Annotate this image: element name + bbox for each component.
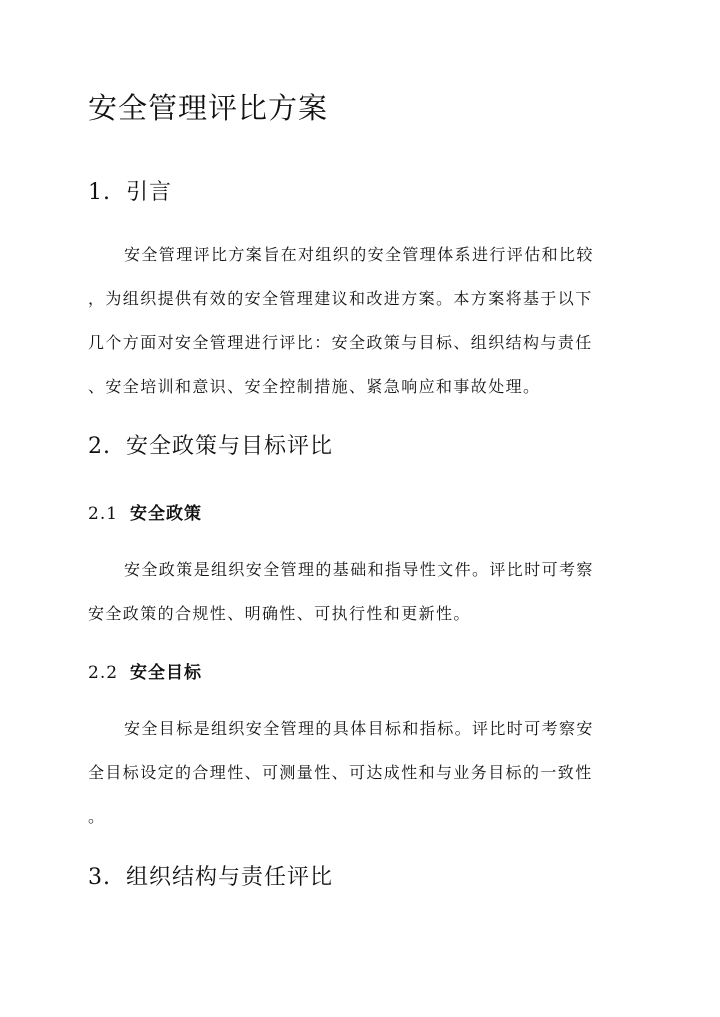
paragraph-line: 全目标设定的合理性、可测量性、可达成性和与业务目标的一致性: [88, 763, 593, 782]
paragraph-line: 。: [88, 807, 106, 826]
section-1-title: 引言: [126, 180, 173, 205]
document-title: 安全管理评比方案: [88, 91, 329, 125]
section-1-number: 1.: [88, 180, 111, 205]
paragraph-line: 、安全培训和意识、安全控制措施、紧急响应和事故处理。: [88, 377, 541, 396]
paragraph-line: 安全目标是组织安全管理的具体目标和指标。评比时可考察安: [124, 719, 594, 738]
subsection-2-1-number: 2.1: [88, 504, 119, 524]
section-2-title: 安全政策与目标评比: [126, 434, 334, 459]
section-1-paragraph: [88, 233, 632, 409]
paragraph-line: ，为组织提供有效的安全管理建议和改进方案。本方案将基于以下: [88, 289, 593, 308]
paragraph-line: 几个方面对安全管理进行评比：安全政策与目标、组织结构与责任: [88, 333, 593, 352]
paragraph-line: 安全政策是组织安全管理的基础和指导性文件。评比时可考察: [124, 560, 594, 579]
subsection-2-1-heading: [88, 499, 202, 524]
subsection-2-2-heading: [88, 658, 202, 683]
section-1-heading: [88, 175, 172, 206]
paragraph-line: 安全政策的合规性、明确性、可执行性和更新性。: [88, 604, 471, 623]
section-3-title: 组织结构与责任评比: [126, 865, 334, 890]
section-3-number: 3.: [88, 865, 111, 890]
section-2-heading: [88, 429, 333, 460]
subsection-2-2-number: 2.2: [88, 663, 119, 683]
section-2-number: 2.: [88, 434, 111, 459]
section-3-heading: [88, 860, 333, 891]
subsection-2-2-title: 安全目标: [130, 663, 202, 683]
subsection-2-1-paragraph: [88, 548, 632, 636]
subsection-2-2-paragraph: [88, 707, 632, 839]
subsection-2-1-title: 安全政策: [130, 504, 202, 524]
paragraph-line: 安全管理评比方案旨在对组织的安全管理体系进行评估和比较: [124, 245, 594, 264]
